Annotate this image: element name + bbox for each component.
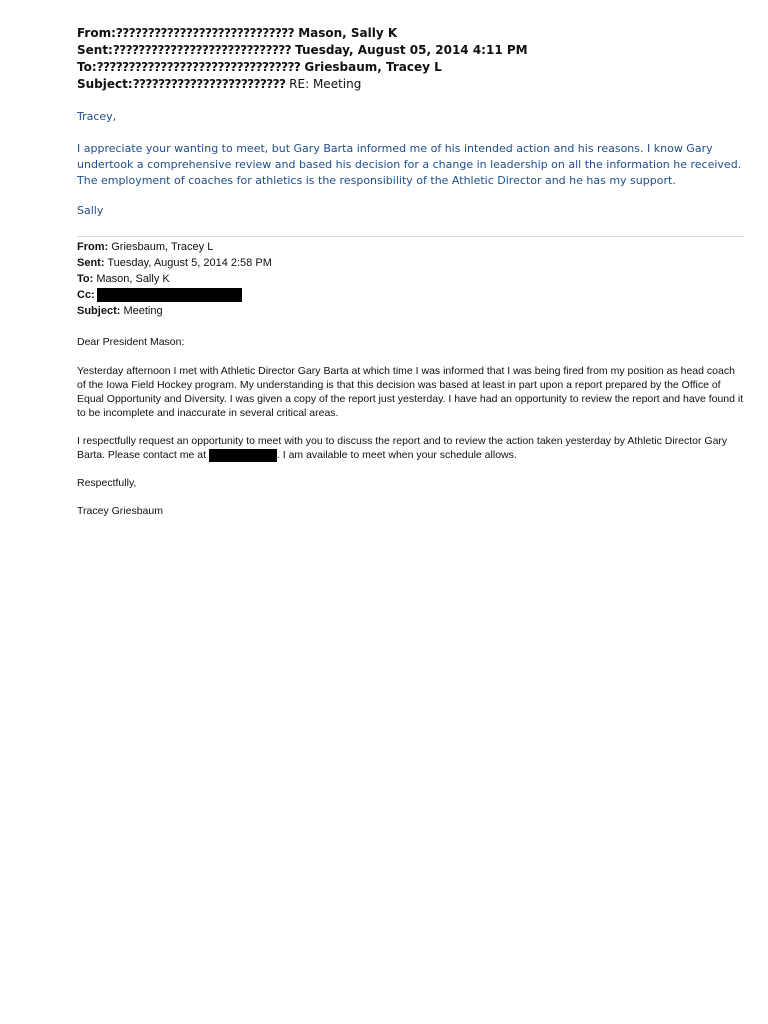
original-subject-line	[77, 303, 163, 319]
reply-to-value: Griesbaum, Tracey L	[300, 60, 442, 74]
paragraph-2-text-before: I respectfully request an opportunity to meet with you to discuss the report and to review the action taken yesterday by Athletic Director Gary Barta. Please contact me at	[77, 435, 728, 461]
reply-signoff: Sally	[77, 204, 104, 217]
original-to-line	[77, 271, 170, 287]
reply-to-line	[77, 59, 442, 75]
original-to-value: Mason, Sally K	[93, 273, 170, 285]
original-cc-line	[77, 287, 242, 303]
original-salutation: Dear President Mason:	[77, 336, 185, 348]
message-divider	[77, 236, 744, 237]
original-paragraph-2	[77, 434, 745, 462]
original-cc-label: Cc:	[77, 289, 95, 301]
reply-to-label: To:	[77, 60, 97, 74]
original-signature: Tracey Griesbaum	[77, 505, 163, 517]
original-from-value: Griesbaum, Tracey L	[108, 241, 214, 253]
original-from-line	[77, 239, 213, 255]
reply-sent-value: Tuesday, August 05, 2014 4:11 PM	[290, 43, 528, 57]
reply-from-value: Mason, Sally K	[294, 26, 398, 40]
reply-from-filler: ????????????????????????????	[115, 26, 295, 40]
reply-sent-label: Sent:	[77, 43, 113, 57]
original-subject-value: Meeting	[120, 305, 163, 317]
phone-redaction-box	[209, 449, 277, 462]
cc-redaction-box	[97, 288, 242, 302]
reply-to-filler: ????????????????????????????????	[96, 60, 301, 74]
reply-paragraph: I appreciate your wanting to meet, but Gary Barta informed me of his intended action and his reasons. I know Gary undertook a comprehensive review and based his decision for a change in leadership on all the information he received. The employment of coaches for athletics is the responsibility of the Athletic Director and he has my support.	[77, 142, 742, 187]
reply-subject-value: RE: Meeting	[285, 77, 362, 91]
reply-subject-label: Subject:	[77, 77, 133, 91]
original-sent-value: Tuesday, August 5, 2014 2:58 PM	[104, 257, 272, 269]
reply-from-label: From:	[77, 26, 116, 40]
original-paragraph-1: Yesterday afternoon I met with Athletic Director Gary Barta at which time I was informed that I was being fired from my position as head coach of the Iowa Field Hockey program. My understanding is that this decision was based at least in part upon a report prepared by the Office of Equal Opportunity and Diversity. I was given a copy of the report just yesterday. I have had an opportunity to review the report and have found it to be incomplete and inaccurate in several critical areas.	[77, 365, 744, 419]
original-sent-label: Sent:	[77, 257, 105, 269]
reply-greeting: Tracey,	[77, 110, 117, 123]
paragraph-2-text-after: . I am available to meet when your schedule allows.	[276, 449, 517, 461]
reply-sent-filler: ????????????????????????????	[112, 43, 291, 57]
original-sent-line	[77, 255, 272, 271]
original-to-label: To:	[77, 273, 94, 285]
original-from-label: From:	[77, 241, 109, 253]
reply-from-line	[77, 25, 397, 41]
reply-subject-filler: ????????????????????????	[132, 77, 286, 91]
reply-subject-line	[77, 76, 361, 92]
original-subject-label: Subject:	[77, 305, 121, 317]
original-closing: Respectfully,	[77, 477, 137, 489]
reply-sent-line	[77, 42, 528, 58]
